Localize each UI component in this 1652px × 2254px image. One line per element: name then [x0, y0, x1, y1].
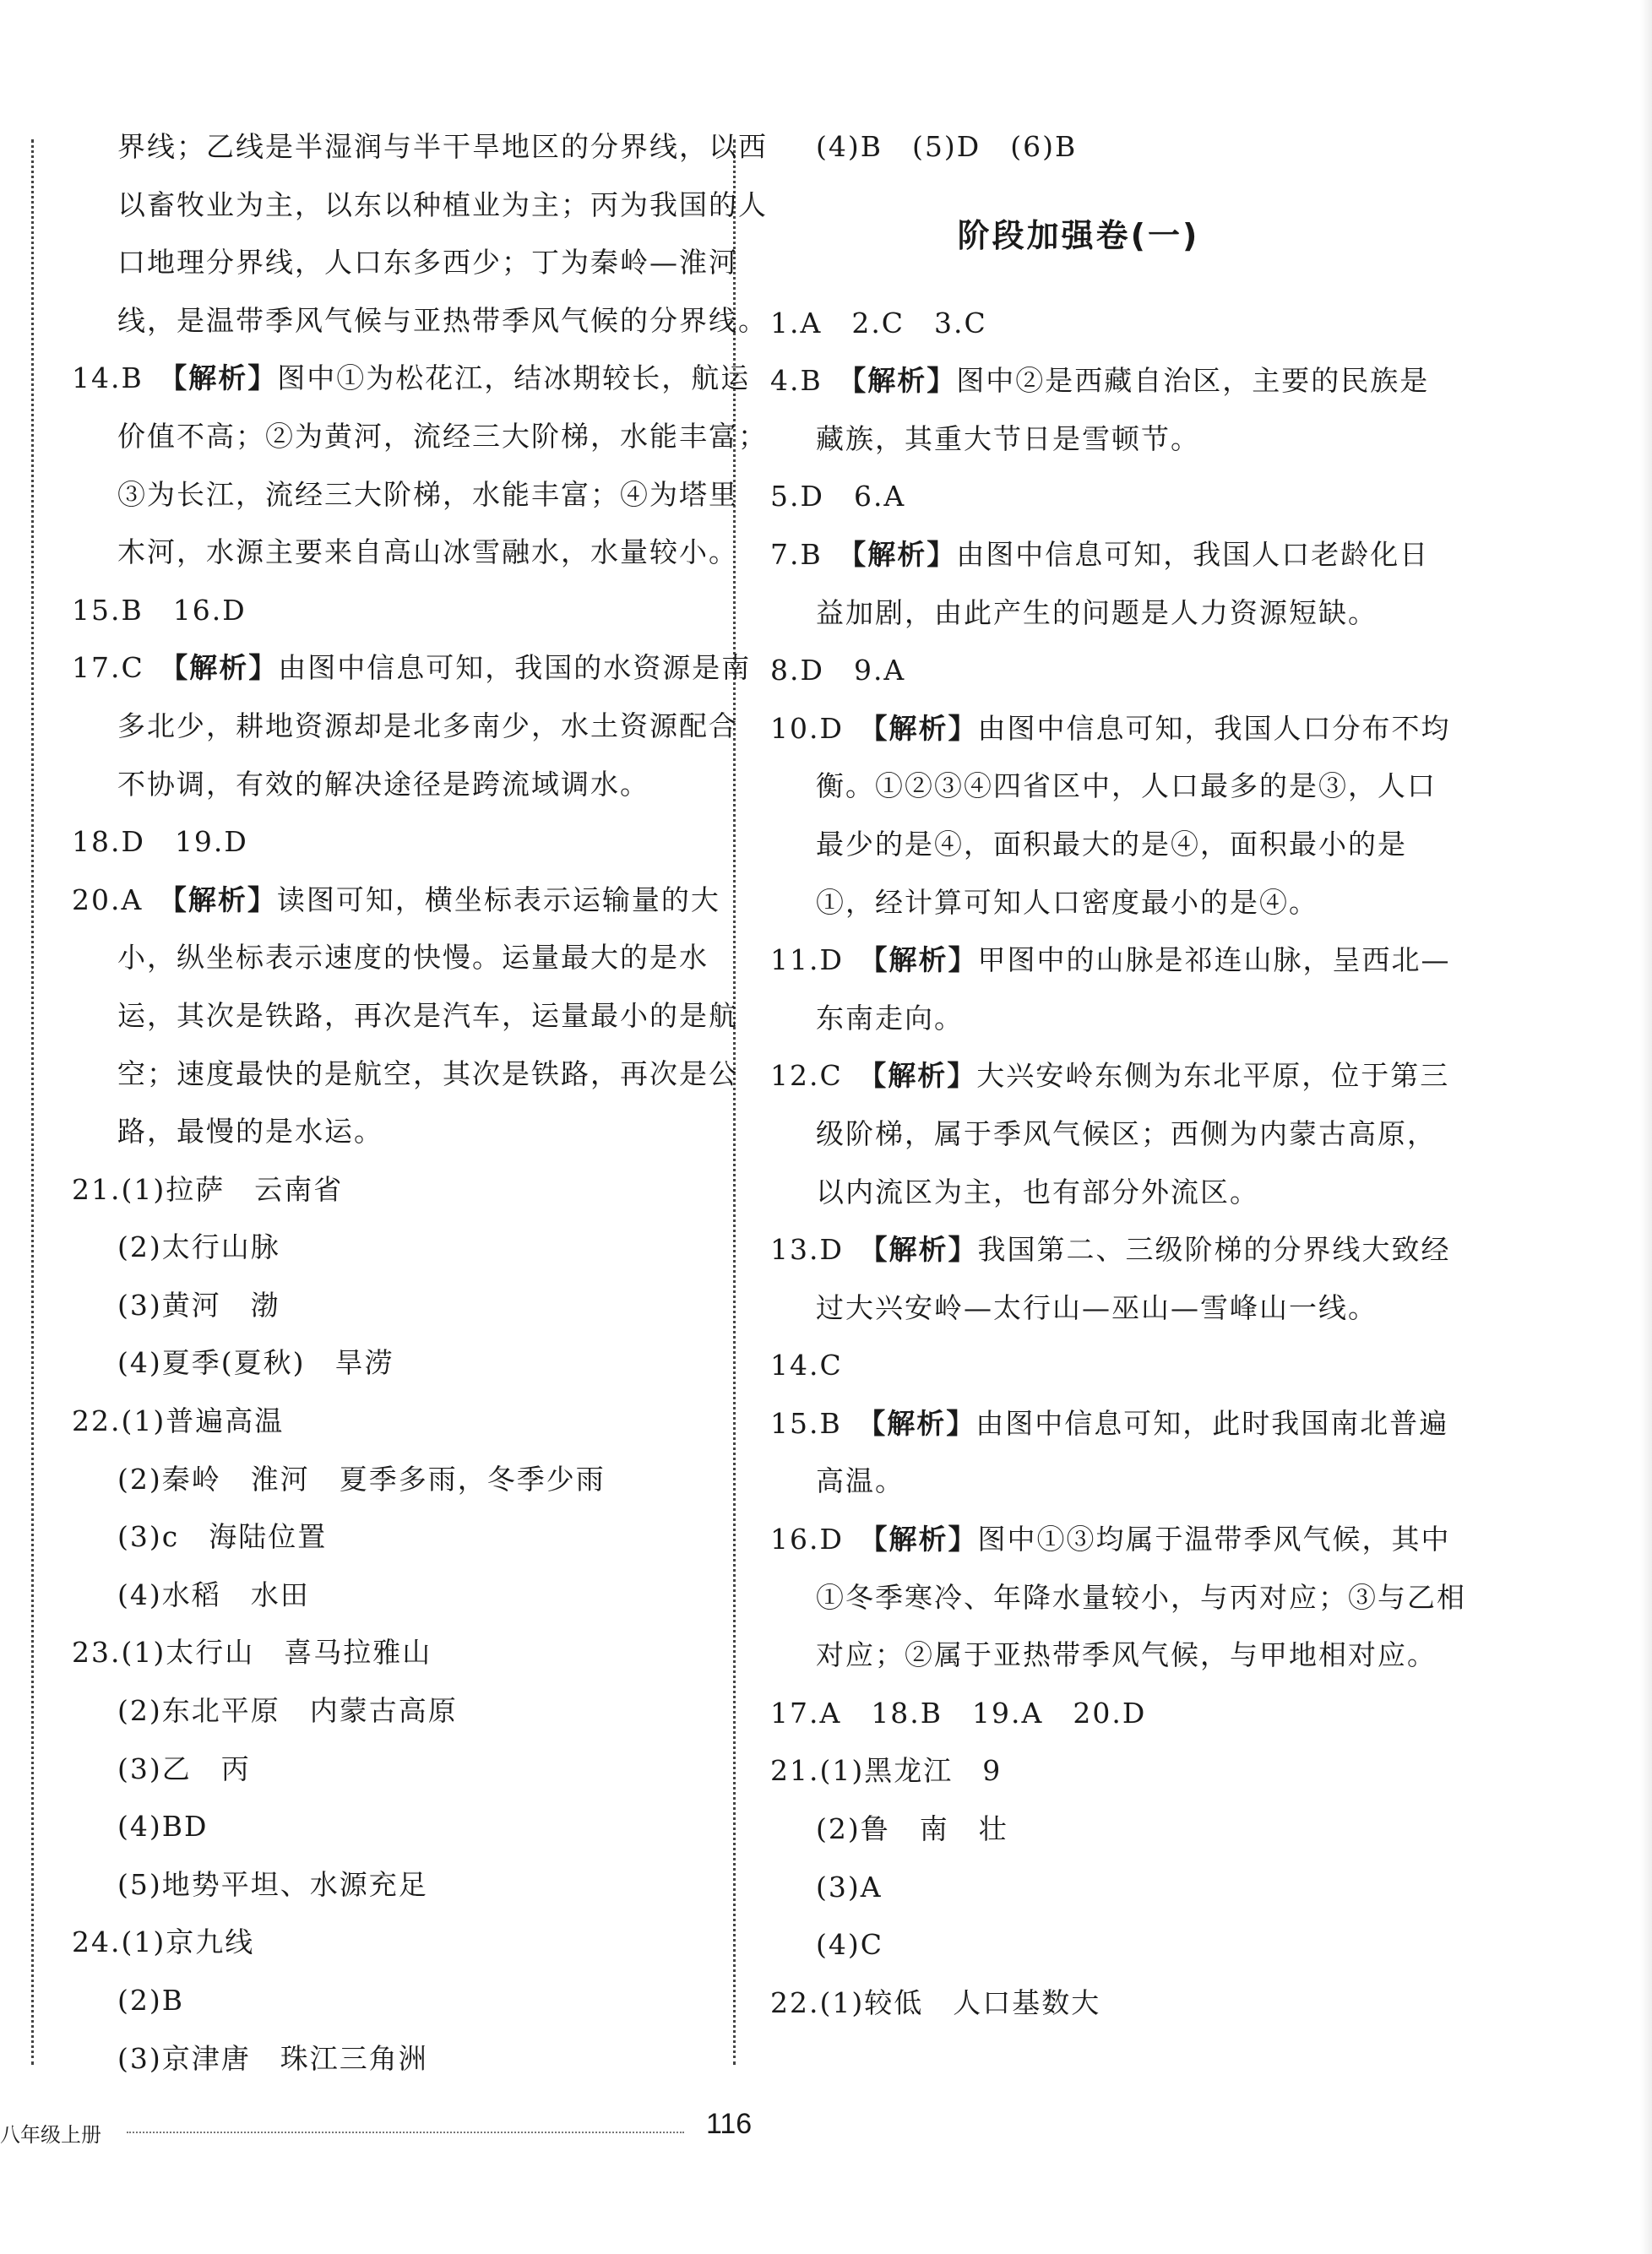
- question-number: 16.D: [770, 1523, 844, 1556]
- answer-text: (3)京津唐 珠江三角洲: [117, 2041, 428, 2075]
- answer-text: 小，纵坐标表示速度的快慢。运量最大的是水: [117, 941, 709, 975]
- question-number: 20.A: [72, 883, 144, 916]
- answer-line: [72, 524, 738, 582]
- answer-line: [770, 700, 1451, 758]
- page-number: 116: [706, 2108, 753, 2140]
- answer-text: 最少的是④，面积最大的是④，面积最小的是: [816, 827, 1407, 861]
- answer-text: (2)鲁 南 壮: [816, 1812, 1008, 1846]
- answer-text: (3)c 海陆位置: [117, 1520, 328, 1554]
- answer-text: (4)水稻 水田: [117, 1578, 310, 1611]
- answer-text: (2)太行山脉: [117, 1230, 280, 1264]
- answer-line: [72, 1972, 688, 2030]
- answer-line: [770, 1627, 1437, 1685]
- answer-text: (3)黄河 渤: [117, 1288, 280, 1322]
- answer-text: 15.B 16.D: [72, 593, 247, 627]
- answer-text: 图中①③均属于温带季风气候，其中: [977, 1523, 1451, 1556]
- answer-text: 以内流区为主，也有部分外流区。: [816, 1175, 1259, 1208]
- answer-text: 路，最慢的是水运。: [117, 1115, 383, 1149]
- answer-text: 过大兴安岭—太行山—巫山—雪峰山一线。: [816, 1290, 1378, 1324]
- answer-line: [770, 1105, 1437, 1164]
- answer-line: [72, 408, 768, 466]
- analysis-tag: 【解析】: [872, 943, 978, 977]
- answer-text: 5.D 6.A: [770, 480, 906, 513]
- answer-line: [72, 872, 720, 930]
- answer-line: [770, 1916, 1387, 1974]
- question-number: 12.C: [770, 1059, 843, 1093]
- analysis-tag: 【解析】: [872, 1233, 978, 1267]
- answer-line: [72, 1741, 688, 1799]
- answer-line: [72, 234, 738, 292]
- answer-text: 由图中信息可知，此时我国南北普遍: [975, 1406, 1449, 1440]
- answer-text: 益加剧，由此产生的问题是人力资源短缺。: [816, 595, 1378, 629]
- answer-text: 读图可知，横坐标表示运输量的大: [276, 883, 720, 916]
- answer-text: 24.(1)京九线: [72, 1925, 255, 1959]
- question-number: 13.D: [770, 1233, 844, 1267]
- question-number: 15.B: [770, 1406, 842, 1440]
- answer-line: [770, 874, 1387, 932]
- answer-text: (3)A: [816, 1870, 883, 1904]
- analysis-tag: 【解析】: [172, 883, 277, 916]
- answer-line: [770, 526, 1430, 584]
- answer-line: [770, 642, 1387, 700]
- answer-line: [770, 1453, 1387, 1511]
- answer-text: 图中①为松花江，结冰期较长，航运: [277, 361, 751, 395]
- answer-text: 1.A 2.C 3.C: [770, 306, 987, 339]
- answer-line: [770, 1221, 1451, 1279]
- analysis-tag: 【解析】: [172, 361, 278, 395]
- answer-line: [770, 1569, 1466, 1627]
- answer-line: [770, 1685, 1387, 1743]
- analysis-tag: 【解析】: [871, 1406, 976, 1440]
- right-column: [770, 118, 1466, 2032]
- answer-text: 不协调，有效的解决途径是跨流域调水。: [117, 767, 649, 801]
- answer-text: (2)B: [117, 1984, 184, 2017]
- answer-text: 口地理分界线，人口东多西少；丁为秦岭—淮河: [117, 246, 738, 280]
- answer-text: 我国第二、三级阶梯的分界线大致经: [977, 1233, 1451, 1267]
- answer-line: [770, 118, 1387, 177]
- answer-text: 14.C: [770, 1349, 843, 1382]
- answer-text: 22.(1)较低 人口基数大: [770, 1985, 1101, 2019]
- answer-text: 由图中信息可知，我国人口分布不均: [977, 711, 1451, 745]
- answer-line: [770, 1800, 1387, 1859]
- answer-text: (3)乙 丙: [117, 1752, 251, 1785]
- answer-text: 界线；乙线是半湿润与半干旱地区的分界线，以西: [117, 130, 768, 163]
- answer-text: 8.D 9.A: [770, 654, 906, 687]
- analysis-tag: 【解析】: [872, 1059, 977, 1093]
- answer-text: 木河，水源主要来自高山冰雪融水，水量较小。: [117, 535, 738, 569]
- answer-line: [72, 987, 738, 1046]
- answer-text: 图中②是西藏自治区，主要的民族是: [956, 364, 1430, 398]
- answer-text: 大兴安岭东侧为东北平原，位于第三: [976, 1059, 1450, 1093]
- analysis-tag: 【解析】: [851, 537, 957, 571]
- answer-line: [770, 468, 1387, 526]
- answer-text: 以畜牧业为主，以东以种植业为主；丙为我国的人: [117, 187, 768, 221]
- answer-text: 藏族，其重大节日是雪顿节。: [816, 421, 1200, 455]
- left-column: [72, 118, 768, 2088]
- answer-line: [770, 1974, 1387, 2033]
- answer-line: [770, 1279, 1387, 1338]
- answer-text: 22.(1)普遍高温: [72, 1404, 285, 1438]
- answer-text: (4)C: [816, 1928, 883, 1962]
- footer-grade-label: 八年级上册: [0, 2123, 101, 2147]
- answer-text: 17.A 18.B 19.A 20.D: [770, 1696, 1147, 1730]
- answer-text: ①冬季寒冷、年降水量较小，与丙对应；③与乙相: [816, 1580, 1466, 1614]
- answer-text: 级阶梯，属于季风气候区；西侧为内蒙古高原，: [816, 1116, 1437, 1150]
- analysis-tag: 【解析】: [872, 1523, 978, 1556]
- answer-line: [72, 582, 688, 640]
- analysis-tag: 【解析】: [851, 364, 957, 398]
- answer-text: ①，经计算可知人口密度最小的是④。: [816, 885, 1318, 919]
- answer-line: [770, 1337, 1387, 1395]
- answer-text: 高温。: [816, 1464, 905, 1498]
- answer-text: 由图中信息可知，我国人口老龄化日: [956, 537, 1430, 571]
- answer-line: [770, 410, 1387, 469]
- answer-line: [72, 1219, 688, 1277]
- answer-text: 由图中信息可知，我国的水资源是南: [278, 651, 752, 685]
- answer-text: 23.(1)太行山 喜马拉雅山: [72, 1636, 432, 1670]
- answer-text: ③为长江，流经三大阶梯，水能丰富；④为塔里: [117, 477, 738, 511]
- question-number: 14.B: [72, 361, 144, 395]
- answer-line: [770, 1047, 1450, 1105]
- answer-text: 线，是温带季风气候与亚热带季风气候的分界线。: [117, 303, 768, 337]
- answer-line: [770, 816, 1407, 874]
- answer-line: [72, 350, 751, 408]
- answer-line: [72, 1567, 688, 1625]
- left-margin-rule: [21, 139, 34, 2065]
- answer-line: [770, 584, 1387, 643]
- answer-line: [72, 1624, 688, 1682]
- answer-text: 甲图中的山脉是祁连山脉，呈西北—: [977, 943, 1451, 977]
- answer-text: 21.(1)黑龙江 9: [770, 1754, 1003, 1788]
- answer-line: [72, 2030, 688, 2088]
- answer-text: 对应；②属于亚热带季风气候，与甲地相对应。: [816, 1638, 1437, 1672]
- answer-text: (4)B (5)D (6)B: [816, 130, 1078, 163]
- answer-line: [72, 1103, 688, 1161]
- answer-line: [72, 1856, 688, 1915]
- section-title: 阶段加强卷(一): [957, 216, 1200, 254]
- answer-text: (2)秦岭 淮河 夏季多雨，冬季少雨: [117, 1462, 606, 1496]
- analysis-tag: 【解析】: [872, 711, 978, 745]
- answer-line: [770, 758, 1437, 816]
- answer-line: [72, 1914, 688, 1972]
- answer-text: (5)地势平坦、水源充足: [117, 1867, 428, 1901]
- answer-line: [72, 929, 709, 987]
- question-number: 4.B: [770, 364, 823, 398]
- answer-text: (4)BD: [117, 1810, 209, 1844]
- question-number: 7.B: [770, 537, 823, 571]
- answer-line: [72, 1046, 738, 1104]
- answer-line: [770, 1164, 1387, 1222]
- question-number: 11.D: [770, 943, 844, 977]
- answer-text: 21.(1)拉萨 云南省: [72, 1172, 344, 1206]
- answer-text: 价值不高；②为黄河，流经三大阶梯，水能丰富；: [117, 419, 768, 453]
- answer-text: (2)东北平原 内蒙古高原: [117, 1694, 458, 1728]
- answer-text: 运，其次是铁路，再次是汽车，运量最小的是航: [117, 998, 738, 1032]
- question-number: 10.D: [770, 711, 844, 745]
- question-number: 17.C: [72, 651, 144, 685]
- answer-text: 18.D 19.D: [72, 825, 248, 859]
- answer-line: [72, 1277, 688, 1335]
- answer-line: [72, 698, 738, 756]
- analysis-tag: 【解析】: [173, 651, 279, 685]
- answer-line: [72, 177, 768, 235]
- answer-line: [72, 1798, 688, 1856]
- answer-line: [770, 1859, 1387, 1917]
- answer-line: [72, 639, 752, 698]
- answer-line: [770, 1395, 1449, 1453]
- answer-line: [72, 466, 738, 524]
- answer-line: [770, 990, 1387, 1048]
- footer-dotted-line: [127, 2132, 684, 2133]
- answer-line: [770, 931, 1451, 990]
- answer-line: [72, 1334, 688, 1393]
- answer-line: [770, 352, 1430, 410]
- answer-line: [72, 1508, 688, 1567]
- answer-line: [72, 813, 688, 872]
- answer-line: [72, 1161, 688, 1219]
- answer-line: [72, 1451, 688, 1509]
- answer-line: [72, 292, 768, 350]
- answer-line: [72, 1393, 688, 1451]
- answer-text: (4)夏季(夏秋) 旱涝: [117, 1346, 394, 1380]
- answer-line: [770, 295, 1387, 353]
- answer-text: 空；速度最快的是航空，其次是铁路，再次是公: [117, 1056, 738, 1090]
- answer-text: 衡。①②③④四省区中，人口最多的是③，人口: [816, 769, 1437, 803]
- answer-line: [770, 1742, 1387, 1800]
- page-edge: [1640, 0, 1652, 2254]
- answer-text: 东南走向。: [816, 1001, 964, 1035]
- answer-line: [72, 756, 688, 814]
- answer-line: [72, 1682, 688, 1741]
- answer-line: [72, 118, 768, 177]
- answer-text: 多北少，耕地资源却是北多南少，水土资源配合: [117, 709, 738, 742]
- answer-line: [770, 1511, 1451, 1569]
